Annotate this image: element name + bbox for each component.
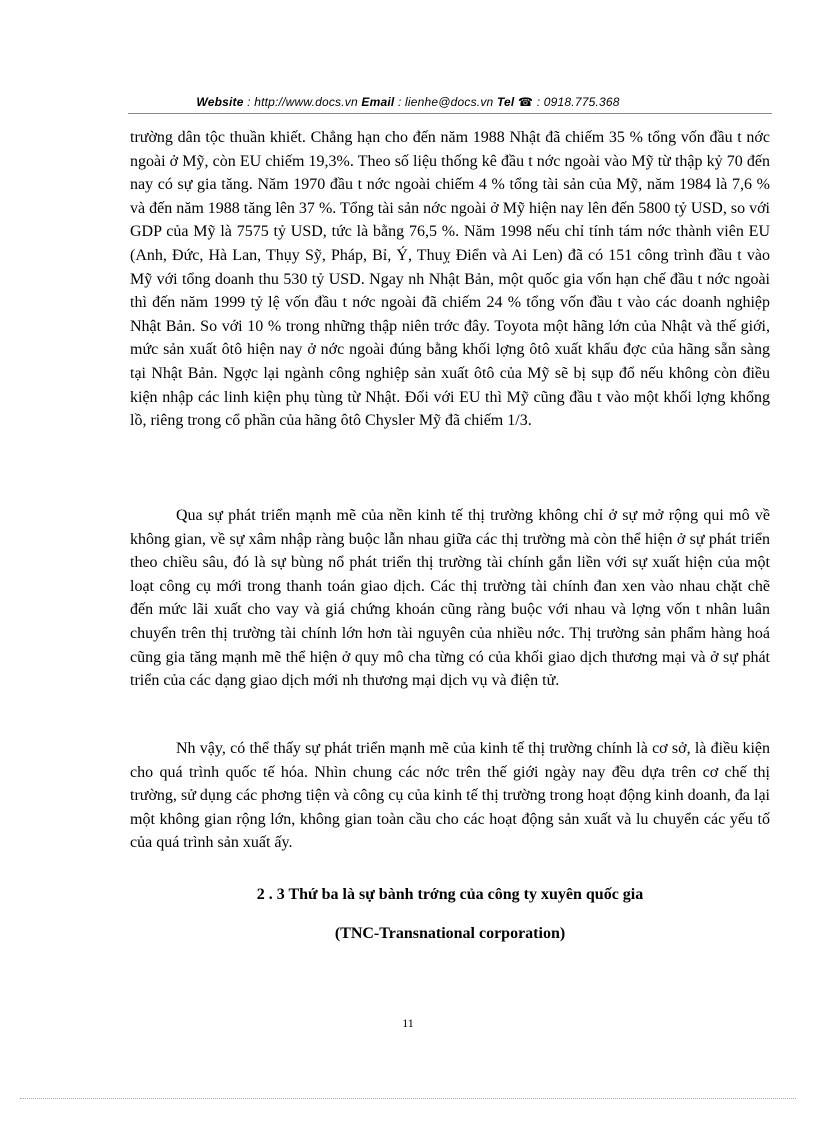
paragraph-3: Nh vậy, có thể thấy sự phát triển mạnh mẽ của kinh tế thị trường chính là cơ sở, là điều kiện cho quá trình quốc tế hóa. Nhìn chung các nớc trên thế giới ngày nay đều dựa trên cơ chế thị trường, sử dụng các phơng tiện và công cụ của kinh tế thị trường trong hoạt động kinh doanh, đa lại một không gian rộng lớn, không gian toàn cầu cho các hoạt động sản xuất và lu chuyển các yếu tố của quá trình sản xuất ấy. (130, 740, 770, 852)
paragraph-2: Qua sự phát triển mạnh mẽ của nền kinh tế thị trường không chỉ ở sự mở rộng qui mô về không gian, về sự xâm nhập ràng buộc lẫn nhau giữa các thị trường mà còn thể hiện ở sự phát triển theo chiều sâu, đó là sự bùng nổ phát triển thị trường tài chính gắn liền với sự xuất hiện của một loạt công cụ mới trong thanh toán giao dịch. Các thị trường tài chính đan xen vào nhau chặt chẽ đến mức lãi xuất cho vay và giá chứng khoán cũng ràng buộc với nhau và lợng vốn t nhân luân chuyển trên thị trường tài chính lớn hơn tài nguyên của nhiều nớc. Thị trường sản phẩm hàng hoá cũng gia tăng mạnh mẽ thể hiện ở quy mô cha từng có của khối giao dịch thương mại và ở sự phát triển của các dạng giao dịch mới nh thương mại dịch vụ và điện tử. (130, 507, 770, 690)
section-subheading: (TNC-Transnational corporation) (334, 925, 566, 942)
page-number: 11 (402, 1016, 414, 1030)
tel-value: : 0918.775.368 (536, 95, 620, 109)
tel-label: Tel (496, 95, 515, 109)
page-bottom-divider (20, 1098, 796, 1099)
page-header (0, 95, 816, 109)
email-value[interactable]: : lienhe@docs.vn (397, 95, 494, 109)
paragraph-1: trường dân tộc thuần khiết. Chẳng hạn cho đến năm 1988 Nhật đã chiếm 35 % tổng vốn đầu t nớc ngoài ở Mỹ, còn EU chiếm 19,3%. Theo số liệu thống kê đầu t nớc ngoài vào Mỹ từ thập kỷ 70 đến nay có sự gia tăng. Năm 1970 đầu t nớc ngoài chiếm 4 % tổng tài sản của Mỹ, năm 1984 là 7,6 % và đến năm 1988 tăng lên 37 %. Tổng tài sản nớc ngoài ở Mỹ hiện nay lên đến 5800 tỷ USD, so với GDP của Mỹ là 7575 tỷ USD, tức là bằng 76,5 %. Năm 1998 nếu chỉ tính tám nớc thành viên EU (Anh, Đức, Hà Lan, Thụy Sỹ, Pháp, Bỉ, Ý, Thuỵ Điển và Ai Len) đã có 151 công trình đầu t vào Mỹ với tổng doanh thu 530 tỷ USD. Ngay nh Nhật Bản, một quốc gia vốn hạn chế đầu t nớc ngoài thì đến năm 1999 tỷ lệ vốn đầu t nớc ngoài đã chiếm 24 % tổng vốn đầu t vào các doanh nghiệp Nhật Bản. So với 10 % trong những thập niên trớc đây. Toyota một hãng lớn của Nhật và thế giới, mức sản xuất ôtô hiện nay ở nớc ngoài đúng bằng khối lợng ôtô xuất khẩu đợc của hãng sẵn sàng tại Nhật Bản. Ngợc lại ngành công nghiệp sản xuất ôtô của Mỹ sẽ bị sụp đổ nếu không còn điều kiện nhập các linh kiện phụ tùng từ Nhật. Đối với EU thì Mỹ cũng đầu t vào một khối lợng khổng lồ, riêng trong cổ phần của hãng ôtô Chysler Mỹ đã chiếm 1/3. (130, 129, 770, 430)
header-divider (128, 113, 772, 114)
website-label: Website (196, 95, 244, 109)
website-value[interactable]: : http://www.docs.vn (247, 95, 358, 109)
phone-icon: ☎ (518, 95, 534, 109)
email-label: Email (361, 95, 395, 109)
section-heading: 2 . 3 Thứ ba là sự bành trớng của công ty xuyên quốc gia (256, 886, 644, 903)
